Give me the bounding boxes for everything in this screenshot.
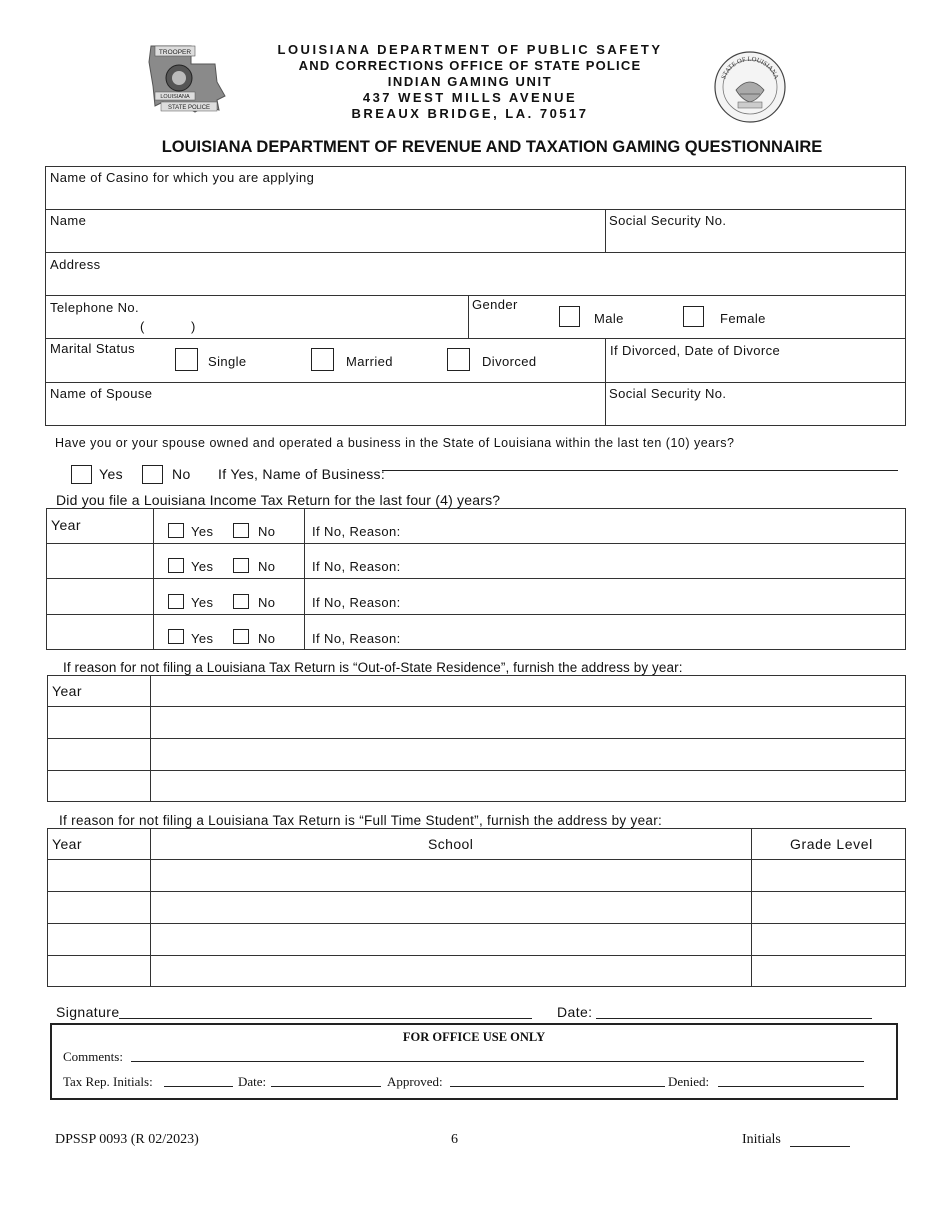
out-of-state-address-field-1[interactable] (152, 677, 904, 705)
office-approved-line[interactable] (450, 1086, 665, 1087)
divorced-checkbox[interactable] (447, 348, 470, 371)
single-checkbox[interactable] (175, 348, 198, 371)
tax-row-3-yes-label: Yes (191, 595, 214, 610)
tax-year-label: Year (51, 517, 81, 533)
divorced-label: Divorced (482, 354, 537, 369)
tax-row-3-reason-label: If No, Reason: (312, 595, 401, 610)
out-of-state-address-field-3[interactable] (152, 740, 904, 769)
page-number: 6 (451, 1132, 458, 1147)
state-police-badge-logo (145, 42, 227, 118)
tax-row-2-no-checkbox[interactable] (233, 558, 249, 573)
form-id: DPSSP 0093 (R 02/2023) (55, 1132, 199, 1147)
tax-row-2-reason-field[interactable] (405, 547, 903, 577)
business-yes-checkbox[interactable] (71, 465, 92, 484)
state-seal-logo (710, 50, 790, 124)
marital-status-label: Marital Status (50, 341, 136, 356)
office-use-title: FOR OFFICE USE ONLY (402, 1030, 546, 1044)
divorce-date-field[interactable] (607, 360, 904, 381)
office-initials-line[interactable] (164, 1086, 233, 1087)
male-label: Male (594, 311, 624, 326)
tax-row-3-yes-checkbox[interactable] (168, 594, 184, 609)
tax-row-1-reason-label: If No, Reason: (312, 524, 401, 539)
married-label: Married (346, 354, 393, 369)
phone-close-paren: ) (191, 319, 196, 334)
student-school-label: School (428, 836, 474, 852)
business-question: Have you or your spouse owned and operated a business in the State of Louisiana within the last ten (10) years? (55, 436, 735, 450)
tax-row-1-yes-label: Yes (191, 524, 214, 539)
name-label: Name (50, 213, 87, 228)
spouse-ssn-field[interactable] (607, 402, 904, 424)
tax-row-2-yes-checkbox[interactable] (168, 558, 184, 573)
badge-top-text: TROOPER (158, 49, 192, 56)
tax-row-1-no-checkbox[interactable] (233, 523, 249, 538)
header-line-4: 437 WEST MILLS AVENUE (362, 90, 578, 105)
tax-row-2-no-label: No (258, 559, 276, 574)
male-checkbox[interactable] (559, 306, 580, 327)
female-label: Female (720, 311, 766, 326)
signature-date-line[interactable] (596, 1018, 872, 1019)
student-question: If reason for not filing a Louisiana Tax Return is “Full Time Student”, furnish the address by year: (59, 813, 663, 828)
out-of-state-year-label: Year (52, 683, 82, 699)
student-grade-label: Grade Level (790, 836, 873, 852)
telephone-field[interactable] (200, 314, 464, 336)
office-date-line[interactable] (271, 1086, 381, 1087)
office-comments-line[interactable] (131, 1061, 864, 1062)
tax-row-3-no-label: No (258, 595, 276, 610)
business-name-label: If Yes, Name of Business: (218, 466, 386, 482)
seal-text: STATE OF LOUISIANA (720, 55, 780, 81)
business-no-checkbox[interactable] (142, 465, 163, 484)
tax-row-4-no-label: No (258, 631, 276, 646)
office-denied-line[interactable] (718, 1086, 864, 1087)
tax-row-4-yes-label: Yes (191, 631, 214, 646)
tax-row-3-no-checkbox[interactable] (233, 594, 249, 609)
tax-row-4-reason-label: If No, Reason: (312, 631, 401, 646)
phone-open-paren: ( (140, 319, 145, 334)
signature-date-label: Date: (557, 1004, 593, 1020)
address-label: Address (50, 257, 101, 272)
out-of-state-address-field-4[interactable] (152, 772, 904, 801)
tax-row-4-yes-checkbox[interactable] (168, 629, 184, 644)
tax-row-4-reason-field[interactable] (405, 617, 903, 648)
gender-label: Gender (472, 297, 518, 312)
casino-name-label: Name of Casino for which you are applying (50, 170, 315, 185)
tax-row-1-reason-field[interactable] (405, 512, 903, 542)
name-field[interactable] (46, 229, 602, 251)
divorce-date-label: If Divorced, Date of Divorce (610, 343, 781, 358)
tax-row-3-reason-field[interactable] (405, 582, 903, 612)
footer-initials-line[interactable] (790, 1146, 850, 1147)
spouse-name-field[interactable] (46, 402, 602, 424)
tax-row-2-yes-label: Yes (191, 559, 214, 574)
form-title: LOUISIANA DEPARTMENT OF REVENUE AND TAXATION GAMING QUESTIONNAIRE (161, 138, 823, 156)
badge-mid-text: LOUISIANA (160, 94, 190, 100)
single-label: Single (208, 354, 247, 369)
student-table (47, 828, 906, 987)
business-no-label: No (172, 466, 191, 482)
header-line-1: LOUISIANA DEPARTMENT OF PUBLIC SAFETY (277, 42, 663, 57)
tax-row-2-reason-label: If No, Reason: (312, 559, 401, 574)
header-line-2: AND CORRECTIONS OFFICE OF STATE POLICE (298, 58, 642, 73)
telephone-label: Telephone No. (50, 300, 140, 315)
tax-return-question: Did you file a Louisiana Income Tax Return for the last four (4) years? (56, 492, 501, 508)
student-year-label: Year (52, 836, 82, 852)
spouse-ssn-label: Social Security No. (609, 386, 727, 401)
office-denied-label: Denied: (668, 1074, 710, 1089)
badge-bottom-text: STATE POLICE (167, 105, 211, 111)
footer-initials-label: Initials (742, 1132, 781, 1147)
tax-row-1-no-label: No (258, 524, 276, 539)
ssn-label: Social Security No. (609, 213, 727, 228)
female-checkbox[interactable] (683, 306, 704, 327)
casino-name-field[interactable] (46, 186, 904, 208)
married-checkbox[interactable] (311, 348, 334, 371)
out-of-state-address-field-2[interactable] (152, 708, 904, 737)
ssn-field[interactable] (607, 229, 904, 251)
address-field[interactable] (46, 273, 904, 294)
business-name-line[interactable] (382, 470, 898, 471)
out-of-state-question: If reason for not filing a Louisiana Tax Return is “Out-of-State Residence”, furnish the address by year: (63, 660, 683, 675)
header-line-5: BREAUX BRIDGE, LA. 70517 (351, 106, 589, 121)
spouse-name-label: Name of Spouse (50, 386, 153, 401)
office-initials-label: Tax Rep. Initials: (63, 1074, 153, 1089)
signature-label: Signature (56, 1004, 120, 1020)
office-date-label: Date: (238, 1074, 267, 1089)
tax-row-1-yes-checkbox[interactable] (168, 523, 184, 538)
tax-row-4-no-checkbox[interactable] (233, 629, 249, 644)
signature-line[interactable] (119, 1018, 532, 1019)
header-line-3: INDIAN GAMING UNIT (387, 74, 553, 89)
office-comments-label: Comments: (63, 1049, 123, 1064)
business-yes-label: Yes (99, 466, 124, 482)
office-approved-label: Approved: (387, 1074, 443, 1089)
